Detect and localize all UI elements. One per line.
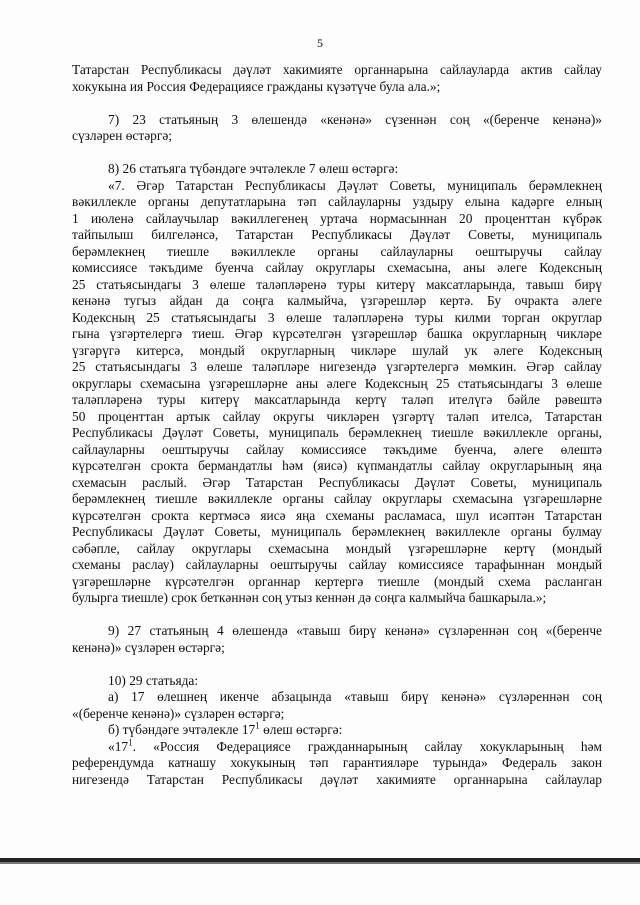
text-line — [72, 739, 602, 756]
text-line: Республикасы Дәүләт Советы, муниципаль берәмлекнең тиешле вәкиллекле органы, — [72, 425, 602, 440]
text-line: 25 статьясындагы 3 өлеше таләпләре нигезендә үзгәртелергә мөмкин. Әгәр сайлау — [72, 359, 602, 374]
text-line: нигезендә Татарстан Республикасы дәүләт хакимияте органнарына сайлаулар — [72, 771, 602, 787]
text-line: сәбәпле, сайлау округлары схемасына мондый үзгәрешләрне кертү (мондый — [72, 540, 602, 556]
page-number: 5 — [317, 36, 323, 50]
text-line: булырга тиешле) срок беткәннән соң утыз кеннән дә соңга калмыйча башкарыла.»; — [72, 590, 547, 605]
text-line: схеманы раслау) сайлауларны оештыручы сайлау комиссиясе тарафыннан мондый — [72, 557, 602, 572]
text-line — [72, 722, 602, 739]
document-body — [72, 62, 602, 788]
text-line: 7) 23 статьяның 3 өлешендә «кенәнә» сүзеннән соң «(беренче кенәнә)» — [108, 111, 602, 127]
text-line: «(беренче кенәнә)» сүзләрен өстәргә; — [72, 705, 285, 721]
text-line: референдумда катнашу хокукының тәп гарантияләре турында» Федераль закон — [72, 755, 602, 770]
text-line: 1 июленә сайлаучылар вәкиллегенең уртача нормасыннан 20 проценттан күбрәк — [72, 210, 602, 226]
text-line: 9) 27 статьяның 4 өлешендә «тавыш бирү кенәнә» сүзләреннән соң «(беренче — [108, 623, 602, 638]
text-line: хокукына ия Россия Федерациясе гражданы күзәтүче була ала.»; — [72, 78, 441, 94]
text-line: берәмлекнең тиешле вәкиллекле органы сайлау округлары схемасына үзгәрешләрне — [72, 491, 602, 506]
text-line: схемасын раслый. Әгәр Татарстан Республикасы Дәүләт Советы, муниципаль — [72, 474, 602, 490]
text-line: 25 статьясындагы 3 өлеше таләпләренә туры китерү максатларында, тавыш бирү — [72, 276, 602, 292]
text-fragment: б) түбәндәге эчтәлекле 17 — [108, 722, 256, 737]
text-line: тайпылыш билгеләнсә, Татарстан Республикасы Дәүләт Советы, муниципаль — [72, 227, 602, 242]
text-line: а) 17 өлешнең икенче абзацында «тавыш бирү кенәнә» сүзләреннән соң — [108, 689, 602, 704]
text-line: 8) 26 статьяга түбәндәге эчтәлекле 7 өлеш өстәргә: — [108, 161, 399, 176]
text-line: күрсәтелгән срокта бермандатлы һәм (яисә) күпмандатлы сайлау округларының яңа — [72, 458, 602, 473]
text-line: үзгәрешләрне күрсәтелгән органнар кертергә тиешле (мондый схема расланган — [72, 573, 602, 589]
text-fragment: . «Россия Федерациясе гражданнарының сайлау хокукларының һәм — [132, 738, 602, 754]
text-line: кенәнә тугыз айдан да соңга калмыйча, үзгәрешләр кертә. Бу очракта әлеге — [72, 293, 602, 308]
text-line: сүзләрен өстәргә; — [72, 128, 172, 143]
text-line: Кодексның 25 статьясындагы 3 өлеше таләпләренә туры килми торган округлар — [72, 309, 602, 325]
text-line: 10) 29 статьяда: — [108, 672, 199, 688]
text-line: комиссиясе тәкъдиме буенча сайлау округлары схемасына, аны әлеге Кодексның — [72, 260, 602, 275]
text-line: вәкиллекле органы депутатларына тәп сайлауларны уздыру елына кадәрге елның — [72, 194, 602, 209]
text-line: берәмлекнең тиешле вәкиллекле органы сайлауларны оештыручы сайлау — [72, 243, 602, 259]
superscript: 1 — [128, 737, 133, 748]
text-line: үзгәрүгә китерсә, мондый округларның чикләре шулай ук әлеге Кодексның — [72, 342, 602, 358]
text-line: кенәнә)» сүзләрен өстәргә; — [72, 639, 225, 655]
text-line: сайлауларны оештыручы сайлау комиссиясе тәкъдиме буенча, әлеге өлештә — [72, 441, 602, 457]
text-line: таләпләренә туры китерү максатларында кертү таләп ителүгә бәйле рәвештә — [72, 392, 602, 407]
text-line: «7. Әгәр Татарстан Республикасы Дәүләт Советы, муниципаль берәмлекнең — [108, 177, 602, 193]
text-line: 50 проценттан артык сайлау округы чикләрен үзгәртү таләп ителсә, Татарстан — [72, 408, 602, 424]
scan-border-shadow — [0, 862, 640, 864]
text-line: гына үзгәртелергә тиеш. Әгәр күрсәтелгән үзгәрешләр башка округларның чикләре — [72, 326, 602, 341]
text-line: күрсәтелгән срокта кертмәсә яисә яңа схеманы расламаса, шул исәптән Татарстан — [72, 507, 602, 523]
text-line: округлары схемасына үзгәрешләрне аны әлеге Кодексның 25 статьясындагы 3 өлеше — [72, 375, 602, 391]
text-fragment: «17 — [108, 738, 129, 754]
text-fragment: өлеш өстәргә: — [259, 722, 343, 737]
text-line: Татарстан Республикасы дәүләт хакимияте органнарына сайлауларда актив сайлау — [72, 62, 602, 77]
superscript: 1 — [255, 720, 260, 731]
text-line: Республикасы Дәүләт Советы, муниципаль берәмлекнең вәкиллекле органы булмау — [72, 524, 602, 539]
